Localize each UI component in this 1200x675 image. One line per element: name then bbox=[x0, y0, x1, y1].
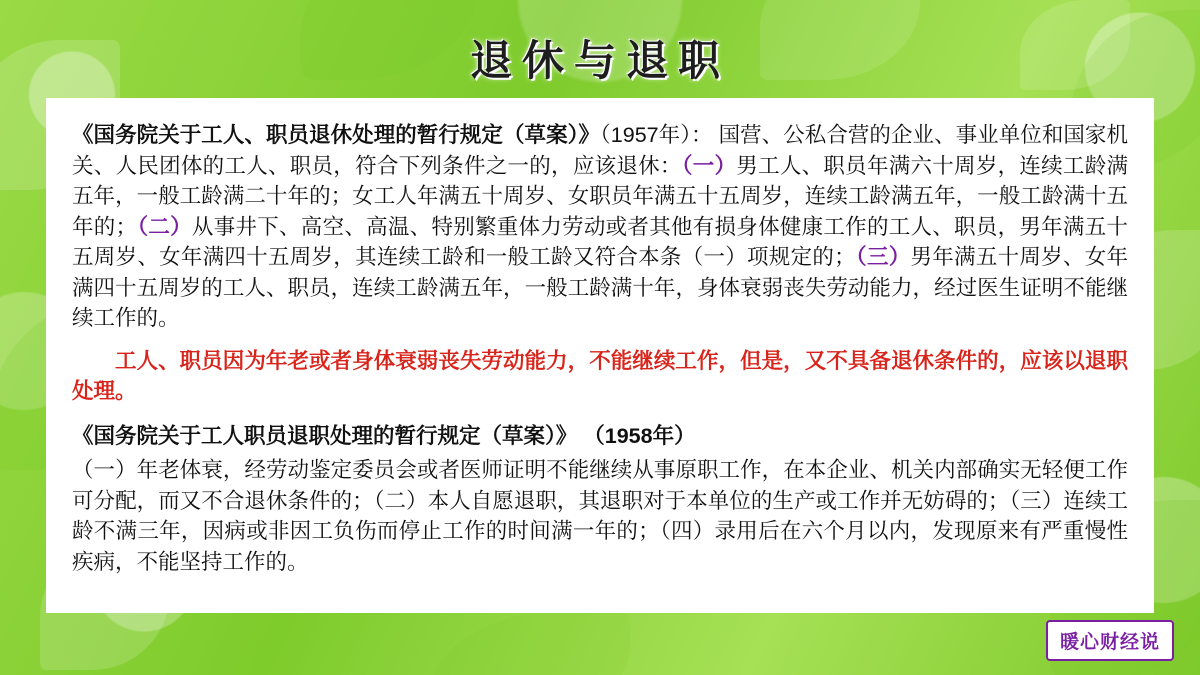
watermark-badge: 暖心财经说 bbox=[1046, 620, 1174, 661]
highlight-paragraph: 工人、职员因为年老或者身体衰弱丧失劳动能力，不能继续工作，但是，又不具备退休条件的，应该以退职处理。 bbox=[72, 348, 1128, 404]
item-marker-1: （一） bbox=[681, 153, 737, 178]
doc-title-1957: 《国务院关于工人、职员退休处理的暂行规定（草案）》 bbox=[72, 123, 600, 147]
paragraph-1958-body: （一）年老体衰，经劳动鉴定委员会或者医师证明不能继续从事原职工作，在本企业、机关内部确实无轻便工作可分配，而又不合退休条件的；（二）本人自愿退职，其退职对于本单位的生产或工作并无妨碍的；（三）连续工龄不满三年，因病或非因工负伤而停止工作的时间满一年的；（四）录用后在六个月以内，发现原来有严重慢性疾病，不能坚持工作的。 bbox=[72, 458, 1128, 574]
item-text-2: 从事井下、高空、高温、特别繁重体力劳动或者其他有损身体健康工作的工人、职员，男年满五十五周岁、女年满四十五周岁，其连续工龄和一般工龄又符合本条（一）项规定的； bbox=[72, 214, 1128, 270]
item-marker-3: （三） bbox=[855, 245, 911, 270]
item-marker-2: （二） bbox=[137, 214, 192, 239]
title-bar bbox=[0, 28, 1200, 88]
doc-year-1957: （1957年）： bbox=[599, 123, 713, 147]
item-text-3: 男年满五十周岁、女年满四十五周岁的工人、职员，连续工龄满五年，一般工龄满十年，身体衰弱丧失劳动能力，经过医生证明不能继续工作的。 bbox=[72, 245, 1128, 331]
doc-year-1958: （1958年） bbox=[583, 423, 696, 448]
doc-lead-1957: 国营、公私合营的企业、事业单位和国家机关、人民团体的工人、职员，符合下列条件之一的，应该退休： bbox=[72, 123, 1128, 178]
paragraph-1957 bbox=[72, 120, 1128, 334]
content-card bbox=[46, 98, 1154, 613]
page-title: 退休与退职 bbox=[469, 36, 730, 85]
leaf-decoration-icon bbox=[430, 610, 630, 675]
item-text-1: 男工人、职员年满六十周岁，连续工龄满五年，一般工龄满二十年的；女工人年满五十周岁、女职员年满五十五周岁，连续工龄满五年，一般工龄满十五年的； bbox=[72, 153, 1128, 239]
doc-title-1958: 《国务院关于工人职员退职处理的暂行规定（草案）》 bbox=[72, 423, 578, 448]
paragraph-1958-title bbox=[72, 421, 1128, 452]
